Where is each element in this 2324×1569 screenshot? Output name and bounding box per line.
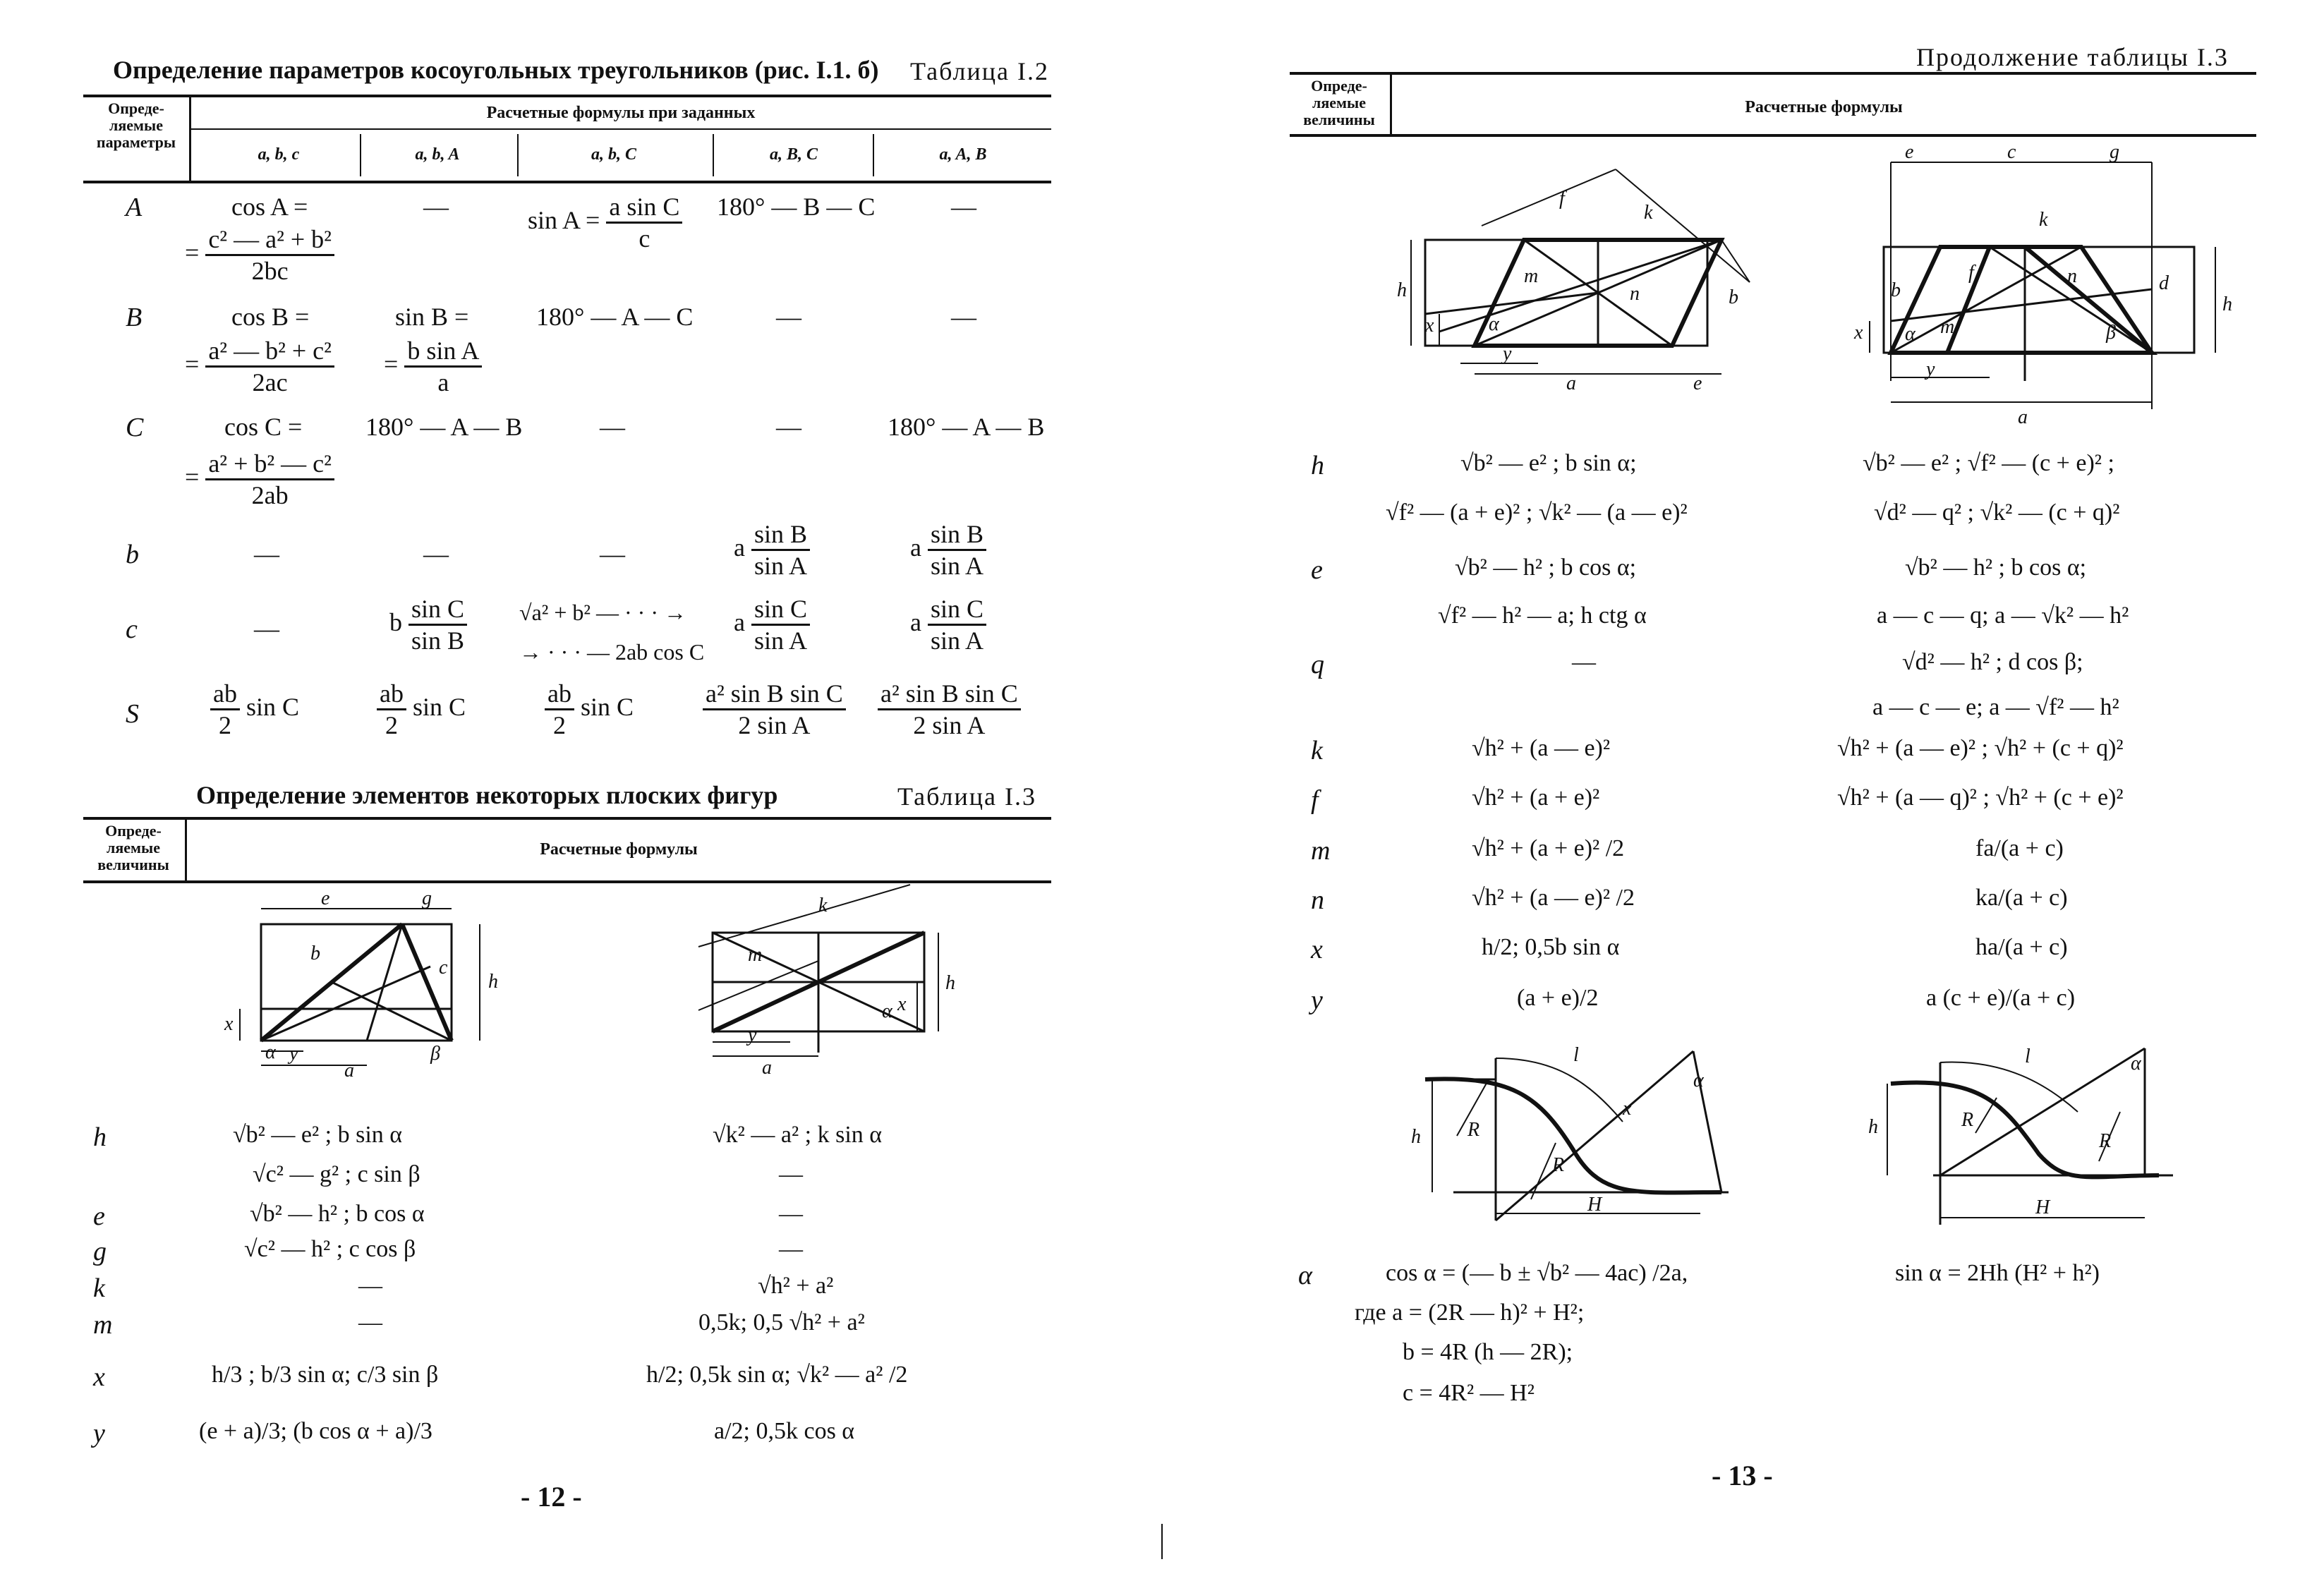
diagram-label-y: y (289, 1043, 298, 1065)
diagram-label-y: y (1503, 343, 1512, 365)
right-hdr-formulas: Расчетные формулы (1745, 98, 1903, 116)
r-e2-c2: a — c — q; a — √k² — h² (1877, 602, 2129, 629)
t13-x-c1: h/3 ; b/3 sin α; c/3 sin β (212, 1362, 439, 1388)
table12-col-1: a, b, c (258, 145, 300, 164)
diagram-label-h: h (1397, 279, 1407, 301)
table12-subhead-rule (190, 128, 1051, 130)
r-row-label-x: x (1311, 935, 1323, 964)
table12-hdr-param: Опреде-ляемые параметры (96, 99, 176, 151)
t13-g-c2: — (779, 1236, 803, 1262)
t13-h-c1: √b² — e² ; b sin α (233, 1122, 403, 1148)
table12-number: Таблица I.2 (910, 57, 1049, 85)
cell-A-3: sin A = $\frac{\text{a sin C}}{c}$ (528, 192, 682, 253)
r-alpha-c1-line2: где a = (2R — h)² + H²; (1355, 1300, 1585, 1326)
r-e2-c1: √f² — h² — a; h ctg α (1438, 602, 1647, 629)
cell-c-5: a $\frac{\text{sin C}}{\text{sin A}}$ (910, 594, 986, 655)
table13-hdr-param: Опреде-ляемые величины (97, 822, 169, 873)
cell-S-5: $\frac{\text{a² sin B sin C}}{\text{2 sin A}}$ (878, 679, 1021, 740)
diagram-label-alpha: α (1905, 323, 1916, 345)
diagram-label-R: R (1467, 1119, 1480, 1141)
r-y-c2: a (c + e)/(a + c) (1926, 985, 2076, 1011)
cell-B-5: — (951, 303, 976, 331)
t13-row-label-e: e (93, 1201, 105, 1231)
cell-c-2: b $\frac{\text{sin C}}{\text{sin B}}$ (389, 594, 467, 655)
cell-A-4: 180° — B — C (717, 193, 876, 221)
diagram-label-b: b (1891, 279, 1901, 301)
r-k-c1: √h² + (a — e)² (1472, 735, 1611, 761)
diagram-label-m: m (748, 944, 763, 966)
diagram-label-beta: β (430, 1043, 440, 1065)
r-alpha-c1-line4: c = 4R² — H² (1403, 1380, 1535, 1406)
table12-col-2: a, b, A (415, 145, 460, 164)
t13-h2-c2: — (779, 1161, 803, 1187)
diagram-label-l: l (1573, 1044, 1579, 1066)
s-curve-diagram (1411, 1037, 1750, 1249)
t13-e-c2: — (779, 1201, 803, 1227)
diagram-label-a: a (762, 1057, 772, 1079)
page-number-left: - 12 - (521, 1481, 582, 1513)
diagram-label-h: h (945, 972, 955, 994)
r-m-c2: fa/(a + c) (1975, 835, 2064, 861)
cell-B-4: — (776, 303, 801, 331)
r-q2-c2: a — c — e; a — √f² — h² (1872, 694, 2119, 720)
r-row-label-f: f (1311, 785, 1319, 815)
diagram-label-e: e (1905, 141, 1914, 163)
diagram-label-e: e (321, 888, 330, 909)
right-hdr-param: Опреде-ляемые величины (1303, 77, 1375, 128)
diagram-label-g: g (422, 888, 432, 909)
row-label-A: A (126, 193, 143, 222)
cell-c-1: — (254, 614, 279, 643)
t13-x-c2: h/2; 0,5k sin α; √k² — a² /2 (646, 1362, 908, 1388)
r-y-c1: (a + e)/2 (1517, 985, 1599, 1011)
diagram-label-n: n (2067, 265, 2077, 287)
row-label-c: c (126, 614, 138, 644)
page-number-right: - 13 - (1712, 1460, 1773, 1491)
diagram-label-k: k (818, 895, 828, 916)
diagram-label-x: x (897, 993, 907, 1015)
cell-S-1: $\frac{ab}{2}$ sin C (210, 679, 299, 740)
table12-title: Определение параметров косоугольных треугольников (рис. I.1. б) (113, 56, 879, 84)
r-f-c2: √h² + (a — q)² ; √h² + (c + e)² (1837, 784, 2124, 811)
diagram-label-x: x (1425, 315, 1434, 337)
t13-y-c2: a/2; 0,5k cos α (714, 1418, 855, 1444)
cell-S-4: $\frac{\text{a² sin B sin C}}{\text{2 sin A}}$ (703, 679, 846, 740)
cell-b-4: a $\frac{\text{sin B}}{\text{sin A}}$ (734, 519, 810, 581)
r-row-label-alpha: α (1298, 1261, 1312, 1290)
cell-C-4: — (776, 413, 801, 441)
col-divider (873, 134, 874, 176)
table12-col-4: a, B, C (769, 145, 818, 164)
t13-y-c1: (e + a)/3; (b cos α + a)/3 (199, 1418, 432, 1444)
diagram-label-b: b (310, 943, 320, 964)
t13-k-c1: — (358, 1273, 382, 1299)
r-h2-c2: √d² — q² ; √k² — (c + q)² (1874, 499, 2120, 526)
diagram-label-f: f (1968, 262, 1974, 284)
r-row-label-e: e (1311, 555, 1323, 585)
cell-C-5: 180° — A — B (888, 413, 1045, 441)
r-e-c2: √b² — h² ; b cos α; (1905, 555, 2087, 581)
col-divider (360, 134, 361, 176)
cell-b-3: — (600, 540, 625, 568)
diagram-label-n: n (1630, 283, 1640, 305)
t13-k-c2: √h² + a² (758, 1273, 834, 1299)
table13-number: Таблица I.3 (897, 782, 1036, 811)
table13-top-rule (83, 817, 1051, 820)
r-h-c2: √b² — e² ; √f² — (c + e)² ; (1863, 450, 2114, 476)
cell-C-1-frac: = $\frac{\text{a² + b² — c²}}{2ab}$ (185, 449, 334, 510)
rectangle-diagram (677, 890, 995, 1081)
cell-B-2-frac: = $\frac{\text{b sin A}}{a}$ (384, 336, 482, 397)
diagram-label-m: m (1940, 316, 1955, 338)
table12-col-3: a, b, C (591, 145, 636, 164)
t13-e-c1: √b² — h² ; b cos α (250, 1201, 425, 1227)
r-row-label-h: h (1311, 451, 1324, 480)
t13-h2-c1: √c² — g² ; c sin β (253, 1161, 420, 1187)
diagram-label-alpha: α (1693, 1070, 1704, 1091)
r-row-label-m: m (1311, 836, 1331, 866)
r-n-c1: √h² + (a — e)² /2 (1472, 885, 1635, 911)
r-f-c1: √h² + (a + e)² (1472, 784, 1600, 811)
table13-title: Определение элементов некоторых плоских фигур (196, 781, 778, 809)
diagram-label-l: l (2025, 1046, 2031, 1067)
diagram-label-k: k (1644, 202, 1653, 224)
diagram-label-k: k (2039, 209, 2048, 231)
diagram-label-alpha: α (2131, 1053, 2141, 1074)
table12-col-5: a, A, B (939, 145, 987, 164)
diagram-label-h: h (488, 971, 498, 993)
diagram-label-m: m (1524, 265, 1539, 287)
table13-hdr-formulas: Расчетные формулы (540, 840, 698, 859)
cell-A-1-frac: = $\frac{\text{c² — a² + b²}}{2bc}$ (185, 224, 334, 286)
triangle-diagram (198, 888, 536, 1082)
right-header-rule (1290, 134, 2256, 137)
r-alpha-c2: sin α = 2Hh (H² + h²) (1895, 1260, 2100, 1286)
diagram-label-x: x (1623, 1098, 1632, 1120)
table12-top-rule (83, 95, 1051, 97)
cell-C-1-top: cos C = (224, 413, 303, 441)
diagram-label-x: x (1854, 322, 1863, 344)
right-top-rule (1290, 72, 2256, 75)
cell-A-5: — (951, 193, 976, 221)
diagram-label-alpha: α (265, 1041, 276, 1063)
r-h-c1: √b² — e² ; b sin α; (1460, 450, 1637, 476)
cell-A-2: — (423, 193, 449, 221)
table12-header-rule (83, 181, 1051, 183)
diagram-label-H: H (2035, 1197, 2050, 1218)
t13-row-label-x: x (93, 1362, 105, 1392)
r-k-c2: √h² + (a — e)² ; √h² + (c + q)² (1837, 735, 2124, 761)
t13-h-c2: √k² — a² ; k sin α (713, 1122, 883, 1148)
t13-row-label-g: g (93, 1237, 107, 1266)
r-h2-c1: √f² — (a + e)² ; √k² — (a — e)² (1386, 499, 1688, 526)
row-label-S: S (126, 699, 139, 729)
diagram-label-R: R (1961, 1109, 1974, 1131)
r-m-c1: √h² + (a + e)² /2 (1472, 835, 1625, 861)
parallelogram-diagram (1397, 148, 1792, 416)
table13-header-rule (83, 880, 1051, 883)
t13-row-label-y: y (93, 1419, 105, 1448)
r-alpha-c1-line3: b = 4R (h — 2R); (1403, 1339, 1573, 1365)
cell-C-3: — (600, 413, 625, 441)
cell-B-1-top: cos B = (231, 303, 310, 331)
diagram-label-H: H (1587, 1194, 1602, 1216)
cell-C-2: 180° — A — B (365, 413, 523, 441)
diagram-label-g: g (2110, 141, 2119, 163)
diagram-label-R: R (1552, 1154, 1565, 1176)
row-label-B: B (126, 303, 143, 332)
cell-A-1-top: cos A = (231, 193, 308, 221)
col-divider (713, 134, 714, 176)
diagram-label-y: y (748, 1024, 757, 1046)
diagram-label-c: c (439, 957, 448, 979)
t13-g-c1: √c² — h² ; c cos β (244, 1236, 416, 1262)
r-e-c1: √b² — h² ; b cos α; (1455, 555, 1637, 581)
diagram-label-a: a (344, 1060, 354, 1082)
diagram-label-a: a (1566, 372, 1576, 394)
cell-c-4: a $\frac{\text{sin C}}{\text{sin A}}$ (734, 594, 810, 655)
cell-B-1-frac: = $\frac{\text{a² — b² + c²}}{2ac}$ (185, 336, 334, 397)
diagram-label-h: h (1868, 1116, 1878, 1138)
cell-c-3-bottom: → · · · — 2ab cos C (519, 639, 705, 665)
cell-S-2: $\frac{ab}{2}$ sin C (377, 679, 466, 740)
t13-row-label-m: m (93, 1310, 113, 1340)
row-label-C: C (126, 413, 144, 442)
trapezoid-diagram (1848, 141, 2244, 430)
t13-row-label-k: k (93, 1273, 105, 1303)
diagram-label-alpha: α (1489, 313, 1499, 335)
table12-hdr-formulas: Расчетные формулы при заданных (486, 104, 756, 122)
diagram-label-b: b (1729, 286, 1738, 308)
r-x-c1: h/2; 0,5b sin α (1482, 934, 1620, 960)
r-q-c1: — (1572, 649, 1596, 675)
s-curve-diagram-2 (1863, 1034, 2187, 1246)
diagram-label-e: e (1693, 372, 1702, 394)
t13-row-label-h: h (93, 1122, 107, 1152)
t13-m-c2: 0,5k; 0,5 √h² + a² (698, 1309, 865, 1335)
r-n-c2: ka/(a + c) (1975, 885, 2068, 911)
t13-m-c1: — (358, 1309, 382, 1335)
cell-b-2: — (423, 540, 449, 568)
diagram-label-c: c (2007, 141, 2016, 163)
r-row-label-q: q (1311, 650, 1324, 679)
r-row-label-y: y (1311, 986, 1323, 1015)
diagram-label-h: h (2222, 293, 2232, 315)
r-q-c2: √d² — h² ; d cos β; (1902, 649, 2083, 675)
diagram-label-f: f (1559, 188, 1565, 210)
cell-B-3: 180° — A — C (536, 303, 694, 331)
col-divider (517, 134, 519, 176)
diagram-label-R: R (2099, 1130, 2112, 1152)
diagram-label-alpha: α (882, 1000, 892, 1022)
cell-B-2-top: sin B = (395, 303, 469, 331)
diagram-label-x: x (224, 1013, 234, 1035)
cell-b-5: a $\frac{\text{sin B}}{\text{sin A}}$ (910, 519, 986, 581)
r-row-label-k: k (1311, 736, 1323, 765)
continuation-title: Продолжение таблицы I.3 (1916, 43, 2229, 71)
diagram-label-h: h (1411, 1126, 1421, 1148)
cell-S-3: $\frac{ab}{2}$ sin C (545, 679, 634, 740)
r-row-label-n: n (1311, 885, 1324, 915)
diagram-label-beta: β (2106, 322, 2116, 344)
diagram-label-a: a (2018, 406, 2028, 428)
r-x-c2: ha/(a + c) (1975, 934, 2068, 960)
diagram-label-y: y (1926, 358, 1935, 380)
row-label-b: b (126, 540, 139, 569)
page-gutter (1161, 1524, 1163, 1559)
diagram-label-d: d (2159, 272, 2169, 294)
r-alpha-c1-line1: cos α = (— b ± √b² — 4ac) /2a, (1386, 1260, 1688, 1286)
cell-c-3-top: √a² + b² — · · · → (519, 600, 686, 625)
cell-b-1: — (254, 540, 279, 568)
